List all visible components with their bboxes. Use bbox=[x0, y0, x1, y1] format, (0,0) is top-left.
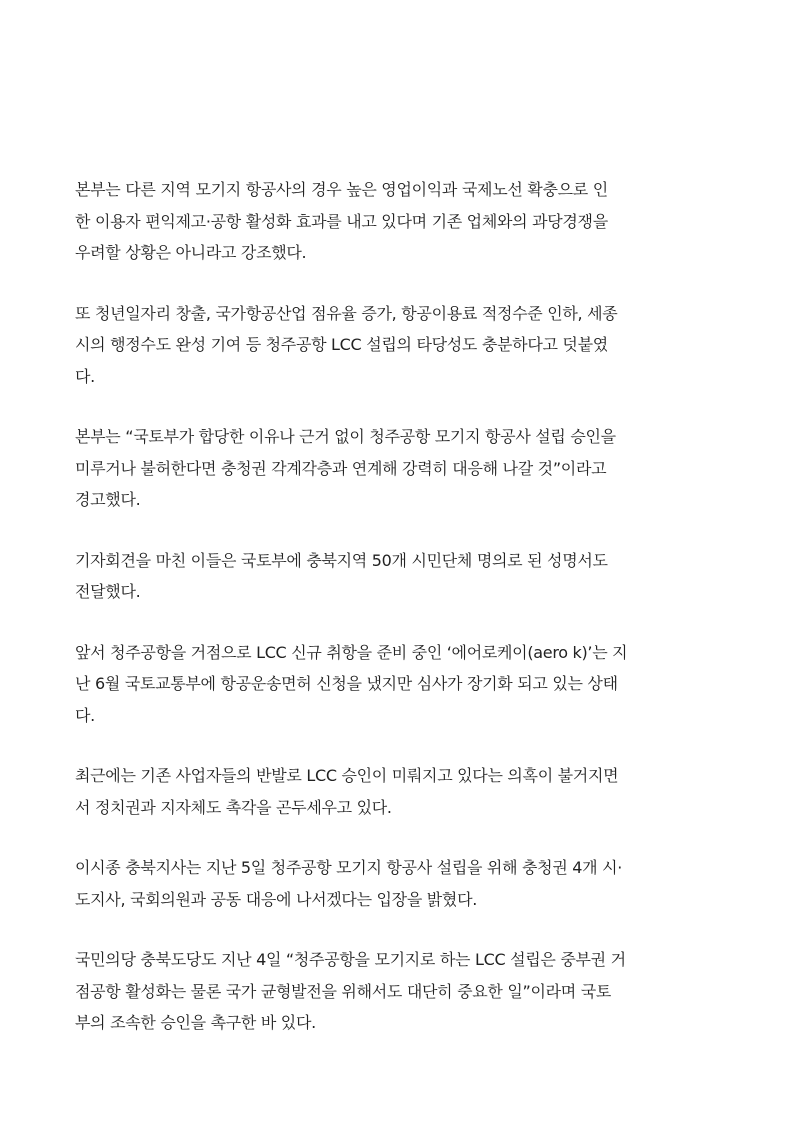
text-line: 경고했다. bbox=[75, 490, 141, 509]
text-line: 서 정치권과 지자체도 촉각을 곤두세우고 있다. bbox=[75, 797, 392, 817]
text-line: 최근에는 기존 사업자들의 반발로 LCC 승인이 미뤄지고 있다는 의혹이 불거지면 bbox=[75, 766, 619, 785]
text-line: 앞서 청주공항을 거점으로 LCC 신규 취항을 준비 중인 ‘에어로케이(aero k)’는 지 bbox=[75, 642, 628, 662]
text-line: 다. bbox=[75, 366, 95, 386]
text-line: 본부는 “국토부가 합당한 이유나 근거 없이 청주공항 모기지 항공사 설립 승인을 bbox=[75, 427, 616, 446]
text-line: 전달했다. bbox=[75, 582, 141, 601]
text-line: 한 이용자 편익제고·공항 활성화 효과를 내고 있다며 기존 업체와의 과당경쟁을 bbox=[75, 211, 608, 231]
text-line: 시의 행정수도 완성 기여 등 청주공항 LCC 설립의 타당성도 충분하다고 덧붙였 bbox=[75, 335, 608, 354]
text-line: 또 청년일자리 창출, 국가항공산업 점유율 증가, 항공이용료 적정수준 인하, 세종 bbox=[75, 303, 618, 323]
text-line: 우려할 상황은 아니라고 강조했다. bbox=[75, 243, 307, 262]
text-line: 점공항 활성화는 물론 국가 균형발전을 위해서도 대단히 중요한 일”이라며 국토 bbox=[75, 981, 612, 1001]
article-body bbox=[75, 174, 715, 1068]
text-line: 이시종 충북지사는 지난 5일 청주공항 모기지 항공사 설립을 위해 충청권 4개 시· bbox=[75, 858, 623, 877]
paragraph-3 bbox=[75, 421, 715, 516]
text-line: 도지사, 국회의원과 공동 대응에 나서겠다는 입장을 밝혔다. bbox=[75, 889, 478, 909]
text-line: 다. bbox=[75, 705, 95, 725]
paragraph-8 bbox=[75, 944, 715, 1039]
text-line: 부의 조속한 승인을 촉구한 바 있다. bbox=[75, 1013, 316, 1032]
paragraph-4 bbox=[75, 545, 715, 608]
paragraph-1 bbox=[75, 174, 715, 269]
paragraph-7 bbox=[75, 852, 715, 915]
text-line: 난 6월 국토교통부에 항공운송면허 신청을 냈지만 심사가 장기화 되고 있는 상태 bbox=[75, 674, 618, 693]
paragraph-2 bbox=[75, 298, 715, 393]
text-line: 본부는 다른 지역 모기지 항공사의 경우 높은 영업이익과 국제노선 확충으로 인 bbox=[75, 180, 608, 199]
text-line: 미루거나 불허한다면 충청권 각계각층과 연계해 강력히 대응해 나갈 것”이라고 bbox=[75, 458, 607, 478]
text-line: 기자회견을 마친 이들은 국토부에 충북지역 50개 시민단체 명의로 된 성명서도 bbox=[75, 550, 608, 570]
paragraph-6 bbox=[75, 760, 715, 823]
paragraph-5 bbox=[75, 637, 715, 732]
text-line: 국민의당 충북도당도 지난 4일 “청주공항을 모기지로 하는 LCC 설립은 중부권 거 bbox=[75, 950, 626, 969]
